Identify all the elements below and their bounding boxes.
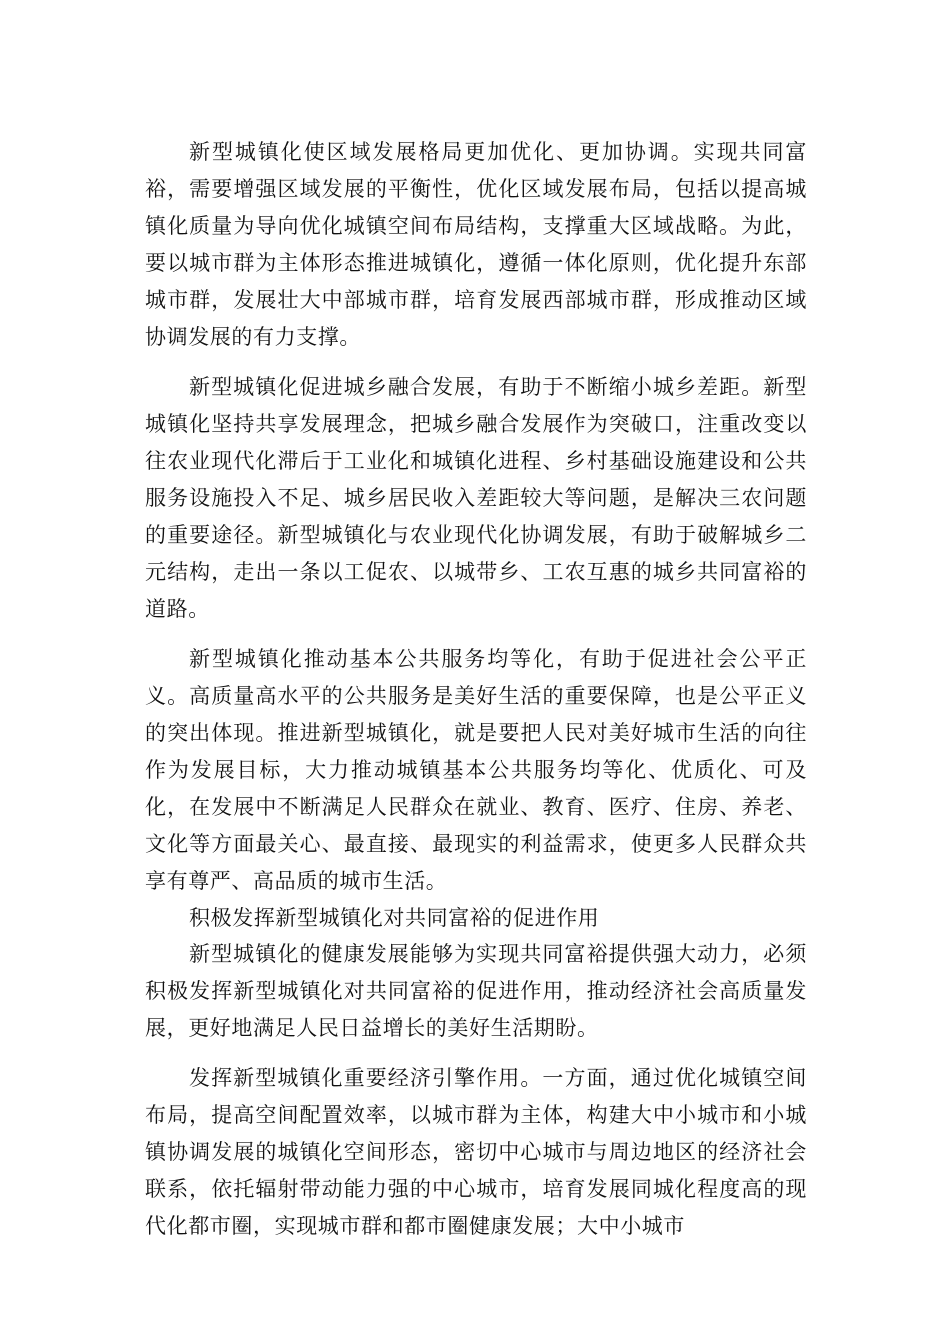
document-body — [145, 134, 807, 1245]
paragraph-urban-rural-integration: 新型城镇化促进城乡融合发展，有助于不断缩小城乡差距。新型城镇化坚持共享发展理念，把城乡融合发展作为突破口，注重改变以往农业现代化滞后于工业化和城镇化进程、乡村基础设施建设和公共服务设施投入不足、城乡居民收入差距较大等问题，是解决三农问题的重要途径。新型城镇化与农业现代化协调发展，有助于破解城乡二元结构，走出一条以工促农、以城带乡、工农互惠的城乡共同富裕的道路。 — [145, 375, 807, 621]
section-heading: 积极发挥新型城镇化对共同富裕的促进作用 — [189, 906, 600, 930]
section-intro: 新型城镇化的健康发展能够为实现共同富裕提供强大动力，必须积极发挥新型城镇化对共同富裕的促进作用，推动经济社会高质量发展，更好地满足人民日益增长的美好生活期盼。 — [145, 942, 807, 1040]
paragraph-regional-development: 新型城镇化使区域发展格局更加优化、更加协调。实现共同富裕，需要增强区域发展的平衡性，优化区域发展布局，包括以提高城镇化质量为导向优化城镇空间布局结构，支撑重大区域战略。为此，要以城市群为主体形态推进城镇化，遵循一体化原则，优化提升东部城市群，发展壮大中部城市群，培育发展西部城市群，形成推动区域协调发展的有力支撑。 — [145, 140, 807, 349]
paragraph-economic-engine: 发挥新型城镇化重要经济引擎作用。一方面，通过优化城镇空间布局，提高空间配置效率，以城市群为主体，构建大中小城市和小城镇协调发展的城镇化空间形态，密切中心城市与周边地区的经济社会联系，依托辐射带动能力强的中心城市，培育发展同城化程度高的现代化都市圈，实现城市群和都市圈健康发展；大中小城市 — [145, 1066, 807, 1238]
paragraph-public-services: 新型城镇化推动基本公共服务均等化，有助于促进社会公平正义。高质量高水平的公共服务是美好生活的重要保障，也是公平正义的突出体现。推进新型城镇化，就是要把人民对美好城市生活的向往作为发展目标，大力推动城镇基本公共服务均等化、优质化、可及化，在发展中不断满足人民群众在就业、教育、医疗、住房、养老、文化等方面最关心、最直接、最现实的利益需求，使更多人民群众共享有尊严、高品质的城市生活。 — [145, 647, 807, 893]
